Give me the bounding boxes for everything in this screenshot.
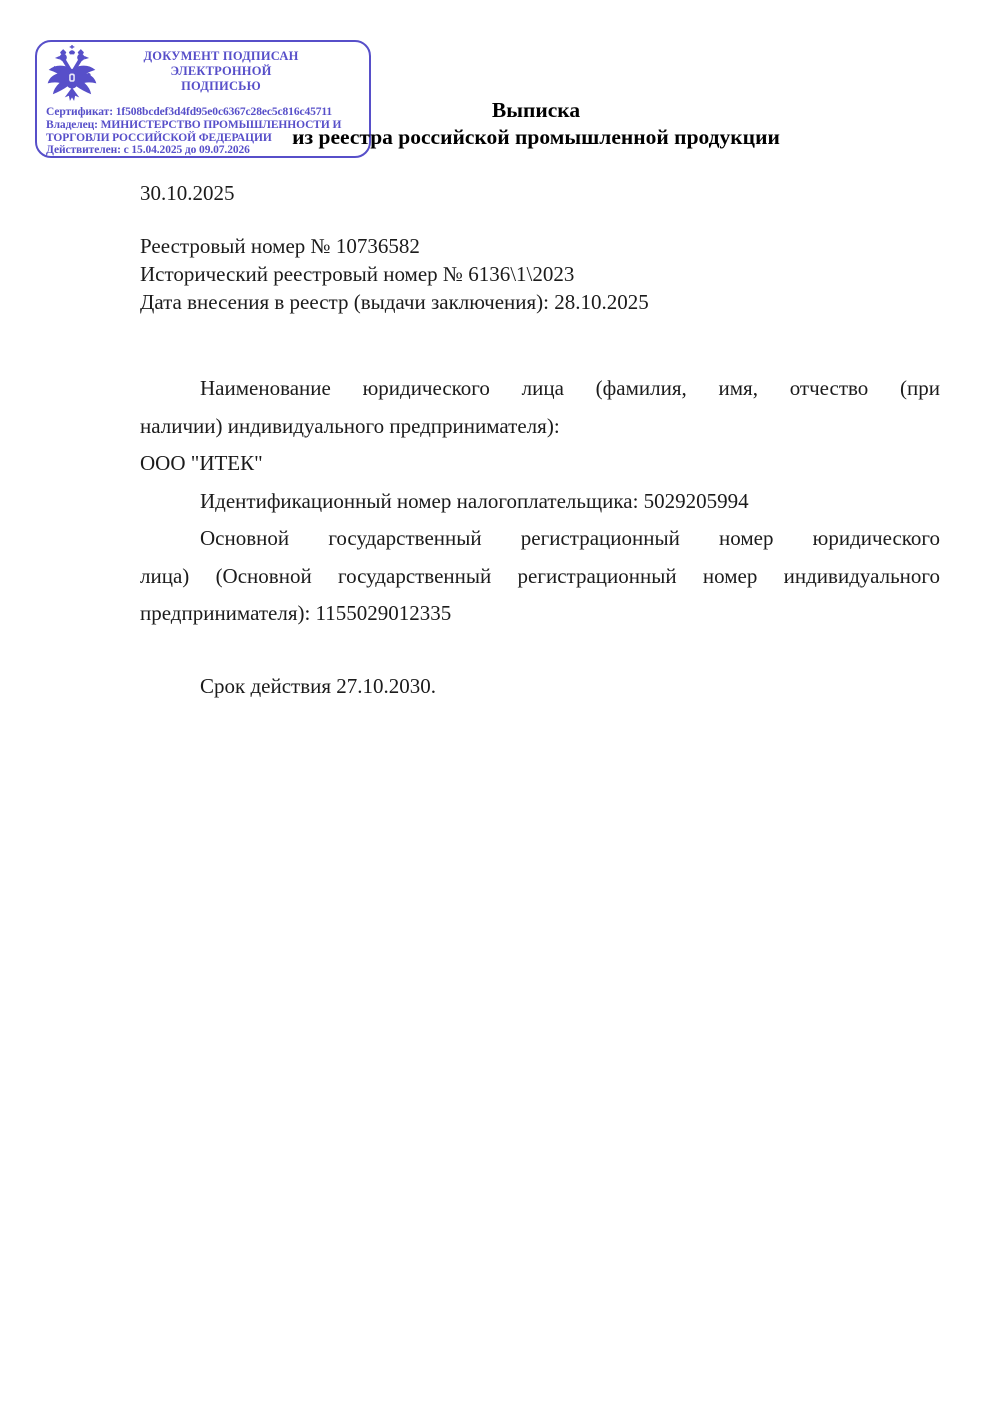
stamp-header (135, 49, 307, 94)
validity-line: Действителен: с 15.04.2025 до 09.07.2026 (46, 144, 250, 157)
ogrn-paragraph-line2: лица) (Основной государственный регистрационный номер индивидуального (140, 564, 940, 588)
entry-date-line: Дата внесения в реестр (выдачи заключения): 28.10.2025 (140, 290, 649, 314)
document-date: 30.10.2025 (140, 181, 235, 205)
owner-line: Владелец: МИНИСТЕРСТВО ПРОМЫШЛЕННОСТИ И (46, 118, 342, 131)
ogrn-paragraph-line3: предпринимателя): 1155029012335 (140, 601, 452, 625)
name-paragraph-line2: наличии) индивидуального предпринимателя): (140, 414, 560, 438)
name-paragraph-line1: Наименование юридического лица (фамилия, имя, отчество (при (200, 376, 940, 400)
validity-period-line: Срок действия 27.10.2030. (200, 674, 437, 698)
owner-line-2: ТОРГОВЛИ РОССИЙСКОЙ ФЕДЕРАЦИИ (46, 131, 272, 144)
certificate-line: Сертификат: 1f508bcdef3d4fd95e0c6367c28ec5c816c45711 (46, 106, 333, 118)
page-title (72, 97, 1000, 151)
registry-number-line: Реестровый номер № 10736582 (140, 234, 420, 258)
company-name: ООО "ИТЕК" (140, 451, 263, 475)
page-title-line2: из реестра российской промышленной продукции (292, 125, 780, 149)
ogrn-paragraph-line1: Основной государственный регистрационный номер юридического (200, 526, 940, 550)
stamp-header-line1: ДОКУМЕНТ ПОДПИСАН (143, 49, 299, 63)
page-title-line1: Выписка (491, 98, 581, 122)
coat-of-arms-icon (46, 44, 98, 102)
stamp-header-line2: ЭЛЕКТРОННОЙ ПОДПИСЬЮ (170, 64, 272, 93)
historical-number-line: Исторический реестровый номер № 6136\1\2023 (140, 262, 575, 286)
inn-line: Идентификационный номер налогоплательщика: 5029205994 (200, 489, 749, 513)
